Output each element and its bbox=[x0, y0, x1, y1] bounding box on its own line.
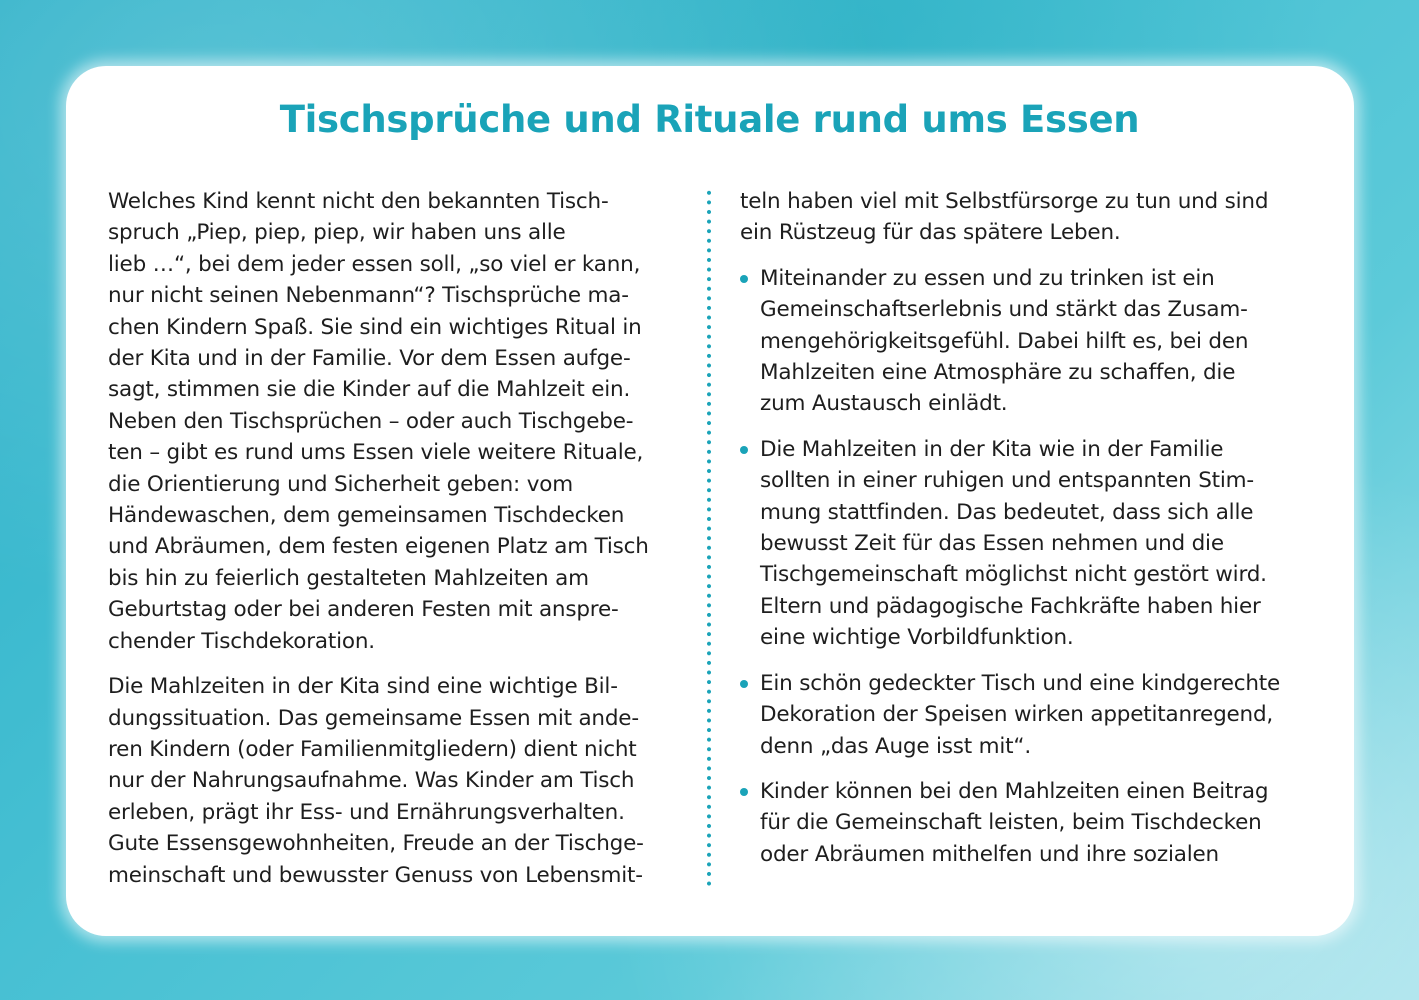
text-line: teln haben viel mit Selbstfürsorge zu tun und sind bbox=[740, 189, 1269, 214]
paragraph-spacer bbox=[740, 654, 1330, 668]
text-line: chender Tischdekoration. bbox=[108, 628, 375, 654]
text-line: meinschaft und bewusster Genuss von Lebensmit- bbox=[108, 862, 643, 888]
text-line: Gute Essensgewohnheiten, Freude an der Tischge- bbox=[108, 831, 644, 857]
text-line: dungssituation. Das gemeinsame Essen mit ande- bbox=[108, 705, 639, 731]
paragraph-spacer bbox=[740, 420, 1330, 434]
text-line: Gemeinschaftserlebnis und stärkt das Zusam- bbox=[760, 297, 1248, 323]
bullet-item bbox=[740, 668, 1330, 762]
text-line: ten – gibt es rund ums Essen viele weitere Rituale, bbox=[108, 440, 644, 466]
text-line: die Orientierung und Sicherheit geben: vom bbox=[108, 471, 573, 497]
text-line: Die Mahlzeiten in der Kita sind eine wichtige Bil- bbox=[108, 674, 618, 700]
bullet-dot-icon bbox=[740, 275, 748, 283]
paragraph-spacer bbox=[108, 657, 688, 671]
text-line: für die Gemeinschaft leisten, beim Tischdecken bbox=[760, 810, 1262, 836]
text-line: bis hin zu feierlich gestalteten Mahlzeiten am bbox=[108, 565, 589, 591]
paragraph-education bbox=[108, 671, 688, 891]
left-column bbox=[108, 186, 688, 891]
text-line: Dekoration der Speisen wirken appetitanregend, bbox=[760, 702, 1274, 728]
text-line: ein Rüstzeug für das spätere Leben. bbox=[740, 220, 1121, 246]
bullet-dot-icon bbox=[740, 446, 748, 454]
text-line: Eltern und pädagogische Fachkräfte haben hier bbox=[760, 593, 1261, 619]
text-line: der Kita und in der Familie. Vor dem Essen aufge- bbox=[108, 346, 631, 372]
text-line: lieb …“, bei dem jeder essen soll, „so viel er kann, bbox=[108, 251, 641, 277]
paragraph-continuation bbox=[740, 186, 1330, 249]
text-line: sagt, stimmen sie die Kinder auf die Mahlzeit ein. bbox=[108, 377, 631, 403]
bullet-item bbox=[740, 776, 1330, 870]
text-line: mengehörigkeitsgefühl. Dabei hilft es, bei den bbox=[760, 328, 1249, 354]
bullet-item bbox=[740, 434, 1330, 654]
text-line: Geburtstag oder bei anderen Festen mit anspre- bbox=[108, 597, 619, 623]
bullet-dot-icon bbox=[740, 788, 748, 796]
text-line: Händewaschen, dem gemeinsamen Tischdecken bbox=[108, 503, 625, 529]
paragraph-intro bbox=[108, 186, 688, 657]
text-line: zum Austausch einlädt. bbox=[760, 391, 1008, 417]
text-line: mung stattfinden. Das bedeutet, dass sich alle bbox=[760, 499, 1254, 525]
text-line: eine wichtige Vorbildfunktion. bbox=[760, 625, 1074, 651]
text-line: nur nicht seinen Nebenmann“? Tischsprüche ma- bbox=[108, 283, 629, 309]
text-line: und Abräumen, dem festen eigenen Platz am Tisch bbox=[108, 534, 649, 560]
text-line: oder Abräumen mithelfen und ihre sozialen bbox=[760, 841, 1219, 867]
text-line: Welches Kind kennt nicht den bekannten Tisch- bbox=[108, 189, 609, 214]
right-column bbox=[740, 186, 1330, 870]
text-line: Neben den Tischsprüchen – oder auch Tischgebe- bbox=[108, 408, 634, 434]
text-line: erleben, prägt ihr Ess- und Ernährungsverhalten. bbox=[108, 799, 625, 825]
text-line: Kinder können bei den Mahlzeiten einen Beitrag bbox=[760, 778, 1269, 804]
page-title: Tischsprüche und Rituale rund ums Essen bbox=[279, 98, 1140, 141]
text-line: denn „das Auge isst mit“. bbox=[760, 733, 1031, 759]
paragraph-spacer bbox=[740, 249, 1330, 263]
text-line: chen Kindern Spaß. Sie sind ein wichtiges Ritual in bbox=[108, 314, 642, 340]
text-line: sollten in einer ruhigen und entspannten Stim- bbox=[760, 468, 1254, 494]
dotted-column-divider bbox=[707, 188, 711, 888]
bullet-dot-icon bbox=[740, 680, 748, 688]
bullet-item bbox=[740, 263, 1330, 420]
text-line: Mahlzeiten eine Atmosphäre zu schaffen, die bbox=[760, 360, 1236, 386]
paragraph-spacer bbox=[740, 762, 1330, 776]
text-line: bewusst Zeit für das Essen nehmen und die bbox=[760, 531, 1224, 557]
text-line: ren Kindern (oder Familienmitgliedern) dient nicht bbox=[108, 736, 637, 762]
text-line: Ein schön gedeckter Tisch und eine kindgerechte bbox=[760, 670, 1281, 696]
text-line: Tischgemeinschaft möglichst nicht gestört wird. bbox=[760, 562, 1267, 588]
text-line: Die Mahlzeiten in der Kita wie in der Familie bbox=[760, 436, 1224, 462]
text-line: spruch „Piep, piep, piep, wir haben uns alle bbox=[108, 220, 566, 246]
text-line: Miteinander zu essen und zu trinken ist ein bbox=[760, 265, 1215, 291]
text-line: nur der Nahrungsaufnahme. Was Kinder am Tisch bbox=[108, 768, 635, 794]
